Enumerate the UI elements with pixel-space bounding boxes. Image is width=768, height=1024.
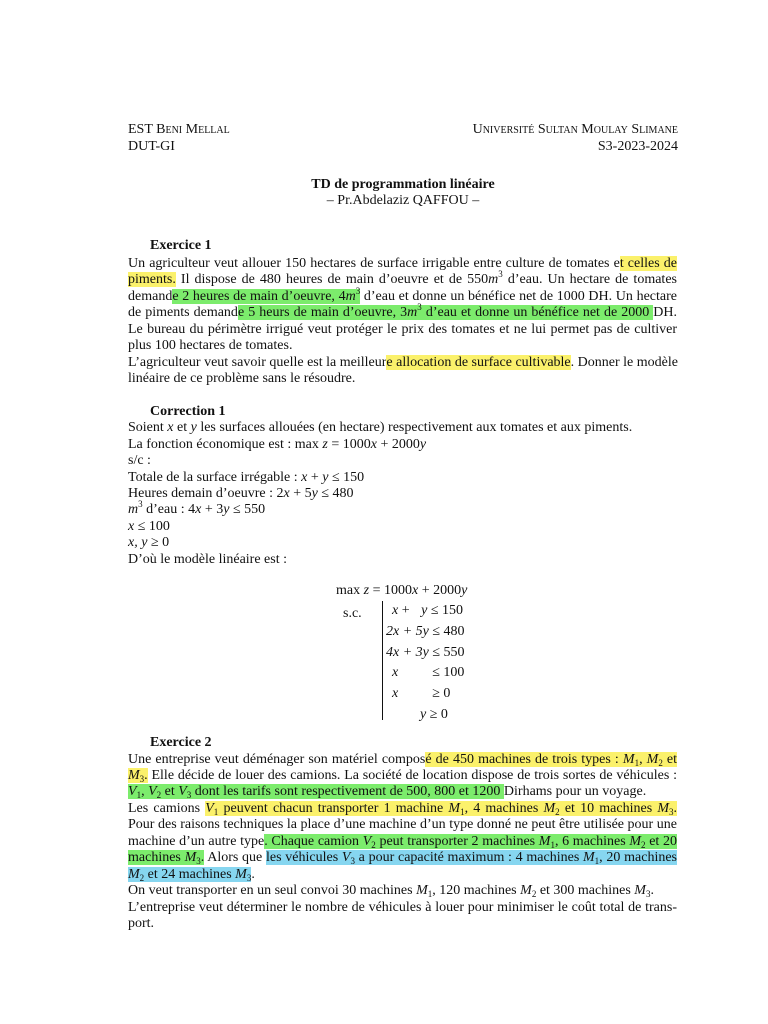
exercise-1-text-line: L’agriculteur veut savoir quelle est la meilleure allocation de surface cultivable. Donner le modèle (128, 355, 678, 370)
exercise-2-heading: Exercice 2 (150, 735, 212, 750)
exercise-2-text-line: $M_3$. Elle décide de louer des camions. La société de location dispose de trois sortes de véhicules : (128, 768, 677, 784)
model-constraint: x ≥ 0 (392, 686, 451, 701)
exercise-1-text-line: de piments demande 5 heurs de main d’oeuvre, $3m^3$ d’eau et donne un bénéfice net de 2000 DH. (128, 302, 677, 320)
exercise-1-heading: Exercice 1 (150, 238, 212, 253)
model-constraint: y ≥ 0 (420, 707, 448, 722)
document-author: – Pr.Abdelaziz QAFFOU – (326, 193, 480, 208)
correction-1-line: Totale de la surface irrégable : x + y ≤ 150 (128, 470, 365, 485)
header-year: S3-2023-2024 (597, 139, 678, 154)
correction-1-line: La fonction économique est : max z = 1000x + 2000y (128, 437, 427, 452)
model-sc-label: s.c. (343, 606, 362, 621)
correction-1-line: D’où le modèle linéaire est : (128, 552, 287, 567)
exercise-2-text-line: port. (128, 916, 155, 931)
exercise-1-text-line: Un agriculteur veut allouer 150 hectares de surface irrigable entre culture de tomates et celles de (128, 256, 677, 271)
exercise-1-text-line: Le bureau du périmètre irrigué veut protéger le prix des tomates et ne lui permet pas de cultiver (128, 322, 677, 337)
exercise-2-text-line: $M_2$ et 24 machines $M_3$. (128, 867, 255, 883)
correction-1-line: s/c : (128, 453, 151, 468)
model-constraint: 4x + 3y ≤ 550 (386, 645, 465, 660)
header-university: Université Sultan Moulay Slimane (472, 122, 678, 137)
exercise-1-text-line: piments. Il dispose de 480 heures de main d’oeuvre et de $550m^3$ d’eau. Un hectare de tomates (128, 269, 677, 287)
correction-1-line: Heures demain d’oeuvre : 2x + 5y ≤ 480 (128, 486, 354, 501)
exercise-2-text-line: machines $M_3$. Alors que les véhicules $V_3$ a pour capacité maximum : 4 machines $M_1$, 20 machines (128, 850, 677, 866)
header-school: EST Beni Mellal (128, 122, 230, 137)
exercise-2-text-line: machine d’un autre type. Chaque camion $V_2$ peut transporter 2 machines $M_1$, 6 machines $M_2$ et 20 (128, 834, 677, 850)
exercise-2-text-line: $V_1$, $V_2$ et $V_3$ dont les tarifs sont respectivement de 500, 800 et 1200 Dirhams pour un voyage. (128, 784, 647, 800)
exercise-2-text-line: On veut transporter en un seul convoi 30 machines $M_1$, 120 machines $M_2$ et 300 machines $M_3$. (128, 883, 654, 899)
model-constraint: x ≤ 100 (392, 665, 465, 680)
header-department: DUT-GI (128, 139, 175, 154)
exercise-1-text-line: linéaire de ce problème sans le résoudre. (128, 371, 356, 386)
correction-1-line: x ≤ 100 (128, 519, 170, 534)
model-constraint: 2x + 5y ≤ 480 (386, 624, 465, 639)
model-constraint: x + y ≤ 150 (392, 603, 464, 618)
exercise-2-text-line: Pour des raisons techniques la place d’une machine d’un type donné ne peut être utilisée pour une (128, 817, 677, 832)
correction-1-line: $m^3$ d’eau : 4x + 3y ≤ 550 (128, 499, 266, 517)
exercise-2-text-line: Les camions $V_1$ peuvent chacun transporter 1 machine $M_1$, 4 machines $M_2$ et 10 machines $M_3$. (128, 801, 677, 817)
exercise-2-text-line: L’entreprise veut déterminer le nombre de véhicules à louer pour minimiser le coût total de trans- (128, 900, 677, 915)
exercise-1-text-line: demande 2 heures de main d’oeuvre, $4m^3$ d’eau et donne un bénéfice net de 1000 DH. Un hectare (128, 286, 677, 304)
exercise-1-text-line: plus 100 hectares de tomates. (128, 338, 293, 353)
exercise-2-text-line: Une entreprise veut déménager son matériel composé de 450 machines de trois types : $M_1$, $M_2$ et (128, 752, 678, 768)
model-brace (382, 601, 383, 720)
correction-1-line: x, y ≥ 0 (128, 535, 170, 550)
document-title: TD de programmation linéaire (311, 177, 495, 192)
correction-1-line: Soient x et y les surfaces allouées (en hectare) respectivement aux tomates et aux piments. (128, 420, 633, 435)
model-objective: max z = 1000x + 2000y (336, 583, 468, 598)
correction-1-heading: Correction 1 (150, 404, 226, 419)
